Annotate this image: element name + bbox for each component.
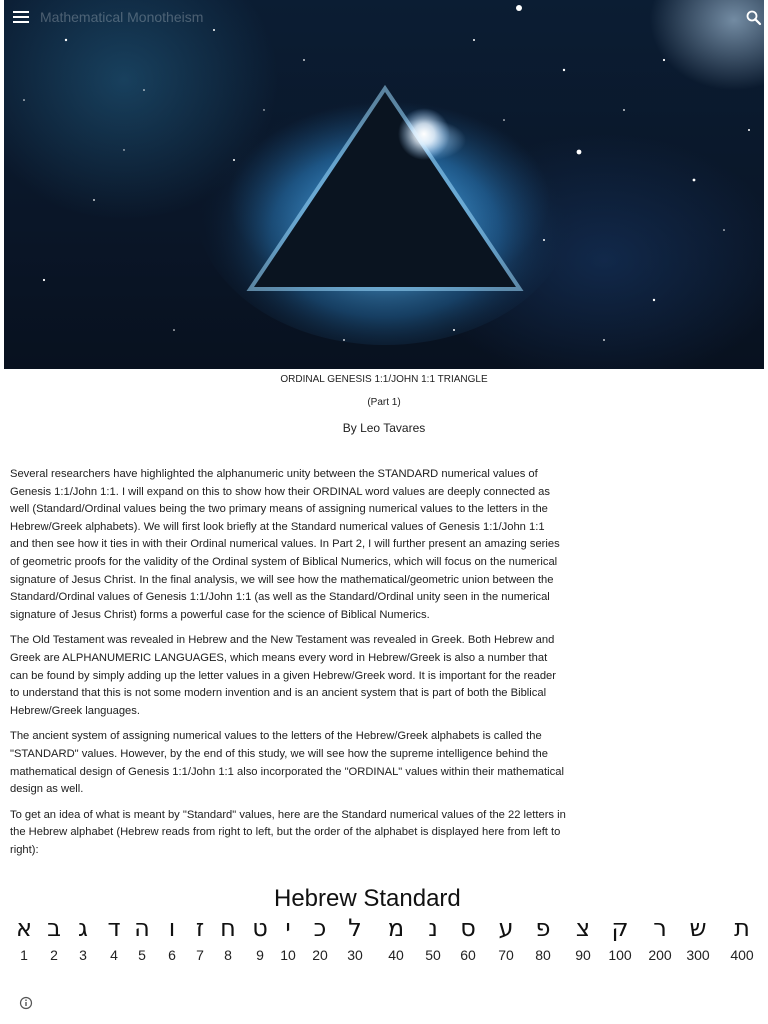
paragraph: The Old Testament was revealed in Hebrew and the New Testament was revealed in Greek. Both Hebrew and Greek are ALPHANUMERIC LANGUAGES, which means every word in Hebrew/Greek is also a number that can be found by simply adding up the letter values in a given Hebrew/Greek word. It is important for the reader to understand that this is not some modern invention and is an ancient system that is part of both the Biblical Hebrew/Greek languages. (10, 634, 556, 717)
letter-value: 9 (256, 947, 264, 963)
hebrew-letter: ס (460, 914, 476, 942)
info-icon (19, 996, 33, 1010)
letter-value: 80 (535, 947, 551, 963)
hebrew-letter: א (15, 914, 33, 942)
hebrew-letter: נ (428, 914, 438, 942)
info-button[interactable] (19, 995, 33, 1009)
hebrew-letter: ג (78, 914, 88, 942)
hero-banner (4, 0, 764, 369)
hebrew-letter: ט (252, 914, 268, 942)
menu-button[interactable] (10, 8, 32, 28)
letter-value: 3 (79, 947, 87, 963)
letter-value: 70 (498, 947, 514, 963)
letter-value: 60 (460, 947, 476, 963)
author-byline: By Leo Tavares (342, 421, 426, 435)
figure-title: Hebrew Standard (274, 885, 461, 912)
hebrew-letter: פ (535, 914, 551, 942)
hebrew-letter: י (285, 914, 291, 942)
hamburger-menu-icon (13, 11, 29, 13)
letter-value: 6 (168, 947, 176, 963)
hero-image (4, 0, 764, 369)
hebrew-letter: ל (348, 914, 362, 942)
hebrew-alphabet-figure (0, 882, 768, 972)
search-button[interactable] (744, 8, 764, 28)
letter-value: 200 (648, 947, 672, 963)
hebrew-letter: ד (107, 914, 121, 942)
hebrew-letter: כ (313, 914, 327, 942)
letter-value: 1 (20, 947, 28, 963)
search-icon (744, 8, 764, 28)
image-caption: ORDINAL GENESIS 1:1/JOHN 1:1 TRIANGLE (280, 374, 488, 385)
hebrew-letter: ז (195, 914, 205, 942)
letter-value: 30 (347, 947, 363, 963)
site-title[interactable]: Mathematical Monotheism (40, 9, 204, 25)
letter-value: 20 (312, 947, 328, 963)
paragraph: Several researchers have highlighted the alphanumeric unity between the STANDARD numerical values of Genesis 1:1/John 1:1. I will expand on this to show how their ORDINAL word values are deeply connected as well (Standard/Ordinal values being the two primary means of assigning numerical values to the letters in the Hebrew/Greek alphabets). We will first look briefly at the Standard numerical values of Genesis 1:1/John 1:1 and then see how it ties in with their Ordinal numerical values. In Part 2, I will further present an amazing series of geometric proofs for the validity of the Ordinal system of Biblical Numerics, which will focus on the numerical signature of Jesus Christ. In the final analysis, we will see how the mathematical/geometric union between the Standard/Ordinal values of Genesis 1:1/John 1:1 (as well as the Standard/Ordinal unity seen in the numerical signature of Jesus Christ) forms a powerful case for the science of Biblical Numerics. (10, 468, 560, 621)
hebrew-letter: ה (134, 914, 150, 942)
letter-value: 100 (608, 947, 632, 963)
letter-value: 10 (280, 947, 296, 963)
hebrew-letter: ע (498, 914, 514, 942)
hebrew-letter: ק (611, 914, 629, 942)
letter-value: 2 (50, 947, 58, 963)
letter-value: 7 (196, 947, 204, 963)
hebrew-letter: מ (387, 914, 405, 942)
part-label: (Part 1) (367, 397, 401, 408)
letter-value: 400 (730, 947, 754, 963)
letter-value: 50 (425, 947, 441, 963)
letter-value: 8 (224, 947, 232, 963)
hebrew-letter: ו (168, 914, 176, 942)
letter-value: 5 (138, 947, 146, 963)
hebrew-letter: ת (734, 914, 750, 942)
letter-value: 90 (575, 947, 591, 963)
letter-value: 300 (686, 947, 710, 963)
hebrew-letter: ש (689, 914, 707, 942)
hebrew-letter: צ (575, 914, 591, 942)
paragraph: To get an idea of what is meant by "Standard" values, here are the Standard numerical values of the 22 letters in the Hebrew alphabet (Hebrew reads from right to left, but the order of the alphabet is displayed here from left to right): (10, 808, 566, 856)
hebrew-letter: ר (653, 914, 667, 942)
letter-value: 40 (388, 947, 404, 963)
article-body (10, 466, 566, 867)
paragraph: The ancient system of assigning numerical values to the letters of the Hebrew/Greek alphabets is called the "STANDARD" values. However, by the end of this study, we will see how the supreme intelligence behind the mathematical design of Genesis 1:1/John 1:1 also incorporated the "ORDINAL" values within their mathematical design as well. (10, 730, 564, 796)
hebrew-letter: ח (220, 914, 236, 942)
letter-value: 4 (110, 947, 118, 963)
hebrew-letter: ב (47, 914, 61, 942)
